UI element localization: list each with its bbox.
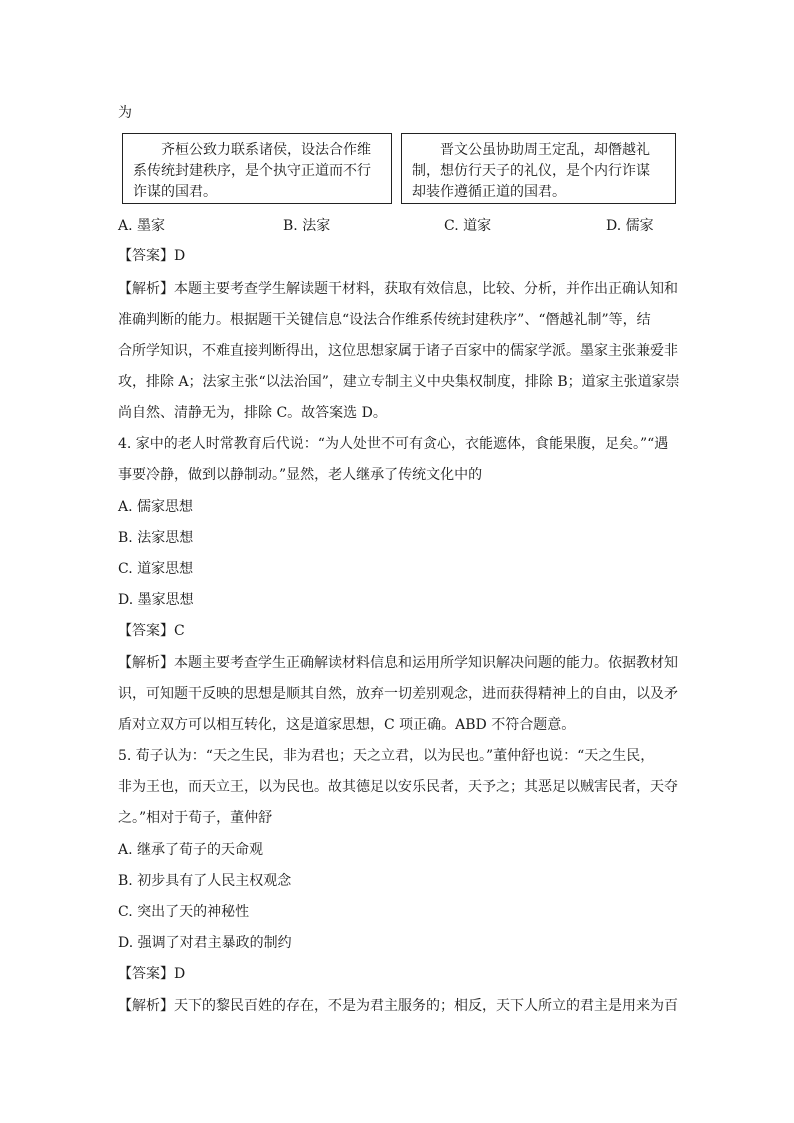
q4-analysis-line: 识，可知题干反映的思想是顺其自然，放弃一切差别观念，进而获得精神上的自由，以及矛 bbox=[118, 686, 678, 702]
q5-stem-line: 之。”相对于荀子，董仲舒 bbox=[118, 810, 273, 826]
q4-option-a: A. 儒家思想 bbox=[118, 499, 194, 515]
q5-option-b: B. 初步具有了人民主权观念 bbox=[118, 873, 292, 889]
q3-answer: 【答案】D bbox=[118, 248, 186, 264]
q4-analysis-line: 盾对立双方可以相互转化，这是道家思想，C 项正确。ABD 不符合题意。 bbox=[118, 717, 576, 733]
q4-stem-line: 4. 家中的老人时常教育后代说：“为人处世不可有贪心，衣能遮体，食能果腹，足矣。”“遇 bbox=[118, 436, 669, 452]
q3-stem-tail: 为 bbox=[118, 105, 132, 121]
q3-analysis-line: 准确判断的能力。根据题干关键信息“设法合作维系传统封建秩序”、“僭越礼制”等，结 bbox=[118, 312, 651, 328]
q3-box-left-line: 齐桓公致力联系诸侯，设法合作维 bbox=[161, 142, 371, 158]
q3-box-right-line: 制，想仿行天子的礼仪，是个内行诈谋 bbox=[412, 163, 650, 179]
q4-option-c: C. 道家思想 bbox=[118, 561, 194, 577]
q3-box-right-line: 晋文公虽协助周王定乱，却僭越礼 bbox=[440, 142, 650, 158]
q3-box-right-line: 却装作遵循正道的国君。 bbox=[412, 184, 566, 200]
q4-option-d: D. 墨家思想 bbox=[118, 592, 194, 608]
q5-option-c: C. 突出了天的神秘性 bbox=[118, 904, 250, 920]
q3-option-d: D. 儒家 bbox=[606, 218, 654, 234]
q5-answer: 【答案】D bbox=[118, 966, 186, 982]
q3-analysis-line: 尚自然、清静无为，排除 C。故答案选 D。 bbox=[118, 405, 387, 421]
q4-stem-line: 事要冷静，做到以静制动。”显然，老人继承了传统文化中的 bbox=[118, 467, 483, 483]
q5-analysis-line: 【解析】天下的黎民百姓的存在，不是为君主服务的；相反，天下人所立的君主是用来为百 bbox=[118, 998, 678, 1014]
q5-option-d: D. 强调了对君主暴政的制约 bbox=[118, 935, 292, 951]
q3-analysis-line: 合所学知识，不难直接判断得出，这位思想家属于诸子百家中的儒家学派。墨家主张兼爱非 bbox=[118, 343, 678, 359]
q3-option-b: B. 法家 bbox=[283, 218, 331, 234]
q3-material-box-left bbox=[122, 133, 392, 204]
q4-analysis-line: 【解析】本题主要考查学生正确解读材料信息和运用所学知识解决问题的能力。依据教材知 bbox=[118, 655, 678, 671]
q3-option-a: A. 墨家 bbox=[118, 218, 166, 234]
q4-option-b: B. 法家思想 bbox=[118, 530, 194, 546]
q3-option-c: C. 道家 bbox=[444, 218, 492, 234]
q4-answer: 【答案】C bbox=[118, 623, 185, 639]
q5-stem-line: 5. 荀子认为：“天之生民，非为君也；天之立君，以为民也。”董仲舒也说：“天之生民， bbox=[118, 748, 655, 764]
q3-box-left-line: 系传统封建秩序，是个执守正道而不行 bbox=[133, 163, 371, 179]
q3-analysis-line: 攻，排除 A；法家主张“以法治国”，建立专制主义中央集权制度，排除 B；道家主张道家崇 bbox=[118, 374, 680, 390]
q5-stem-line: 非为王也，而天立王，以为民也。故其德足以安乐民者，天予之；其恶足以贼害民者，天夺 bbox=[118, 779, 678, 795]
q3-box-left-line: 诈谋的国君。 bbox=[133, 184, 217, 200]
q3-material-box-right bbox=[401, 133, 676, 204]
q5-option-a: A. 继承了荀子的天命观 bbox=[118, 842, 264, 858]
q3-analysis-line: 【解析】本题主要考查学生解读题干材料，获取有效信息，比较、分析，并作出正确认知和 bbox=[118, 281, 678, 297]
q3-options bbox=[118, 216, 678, 236]
